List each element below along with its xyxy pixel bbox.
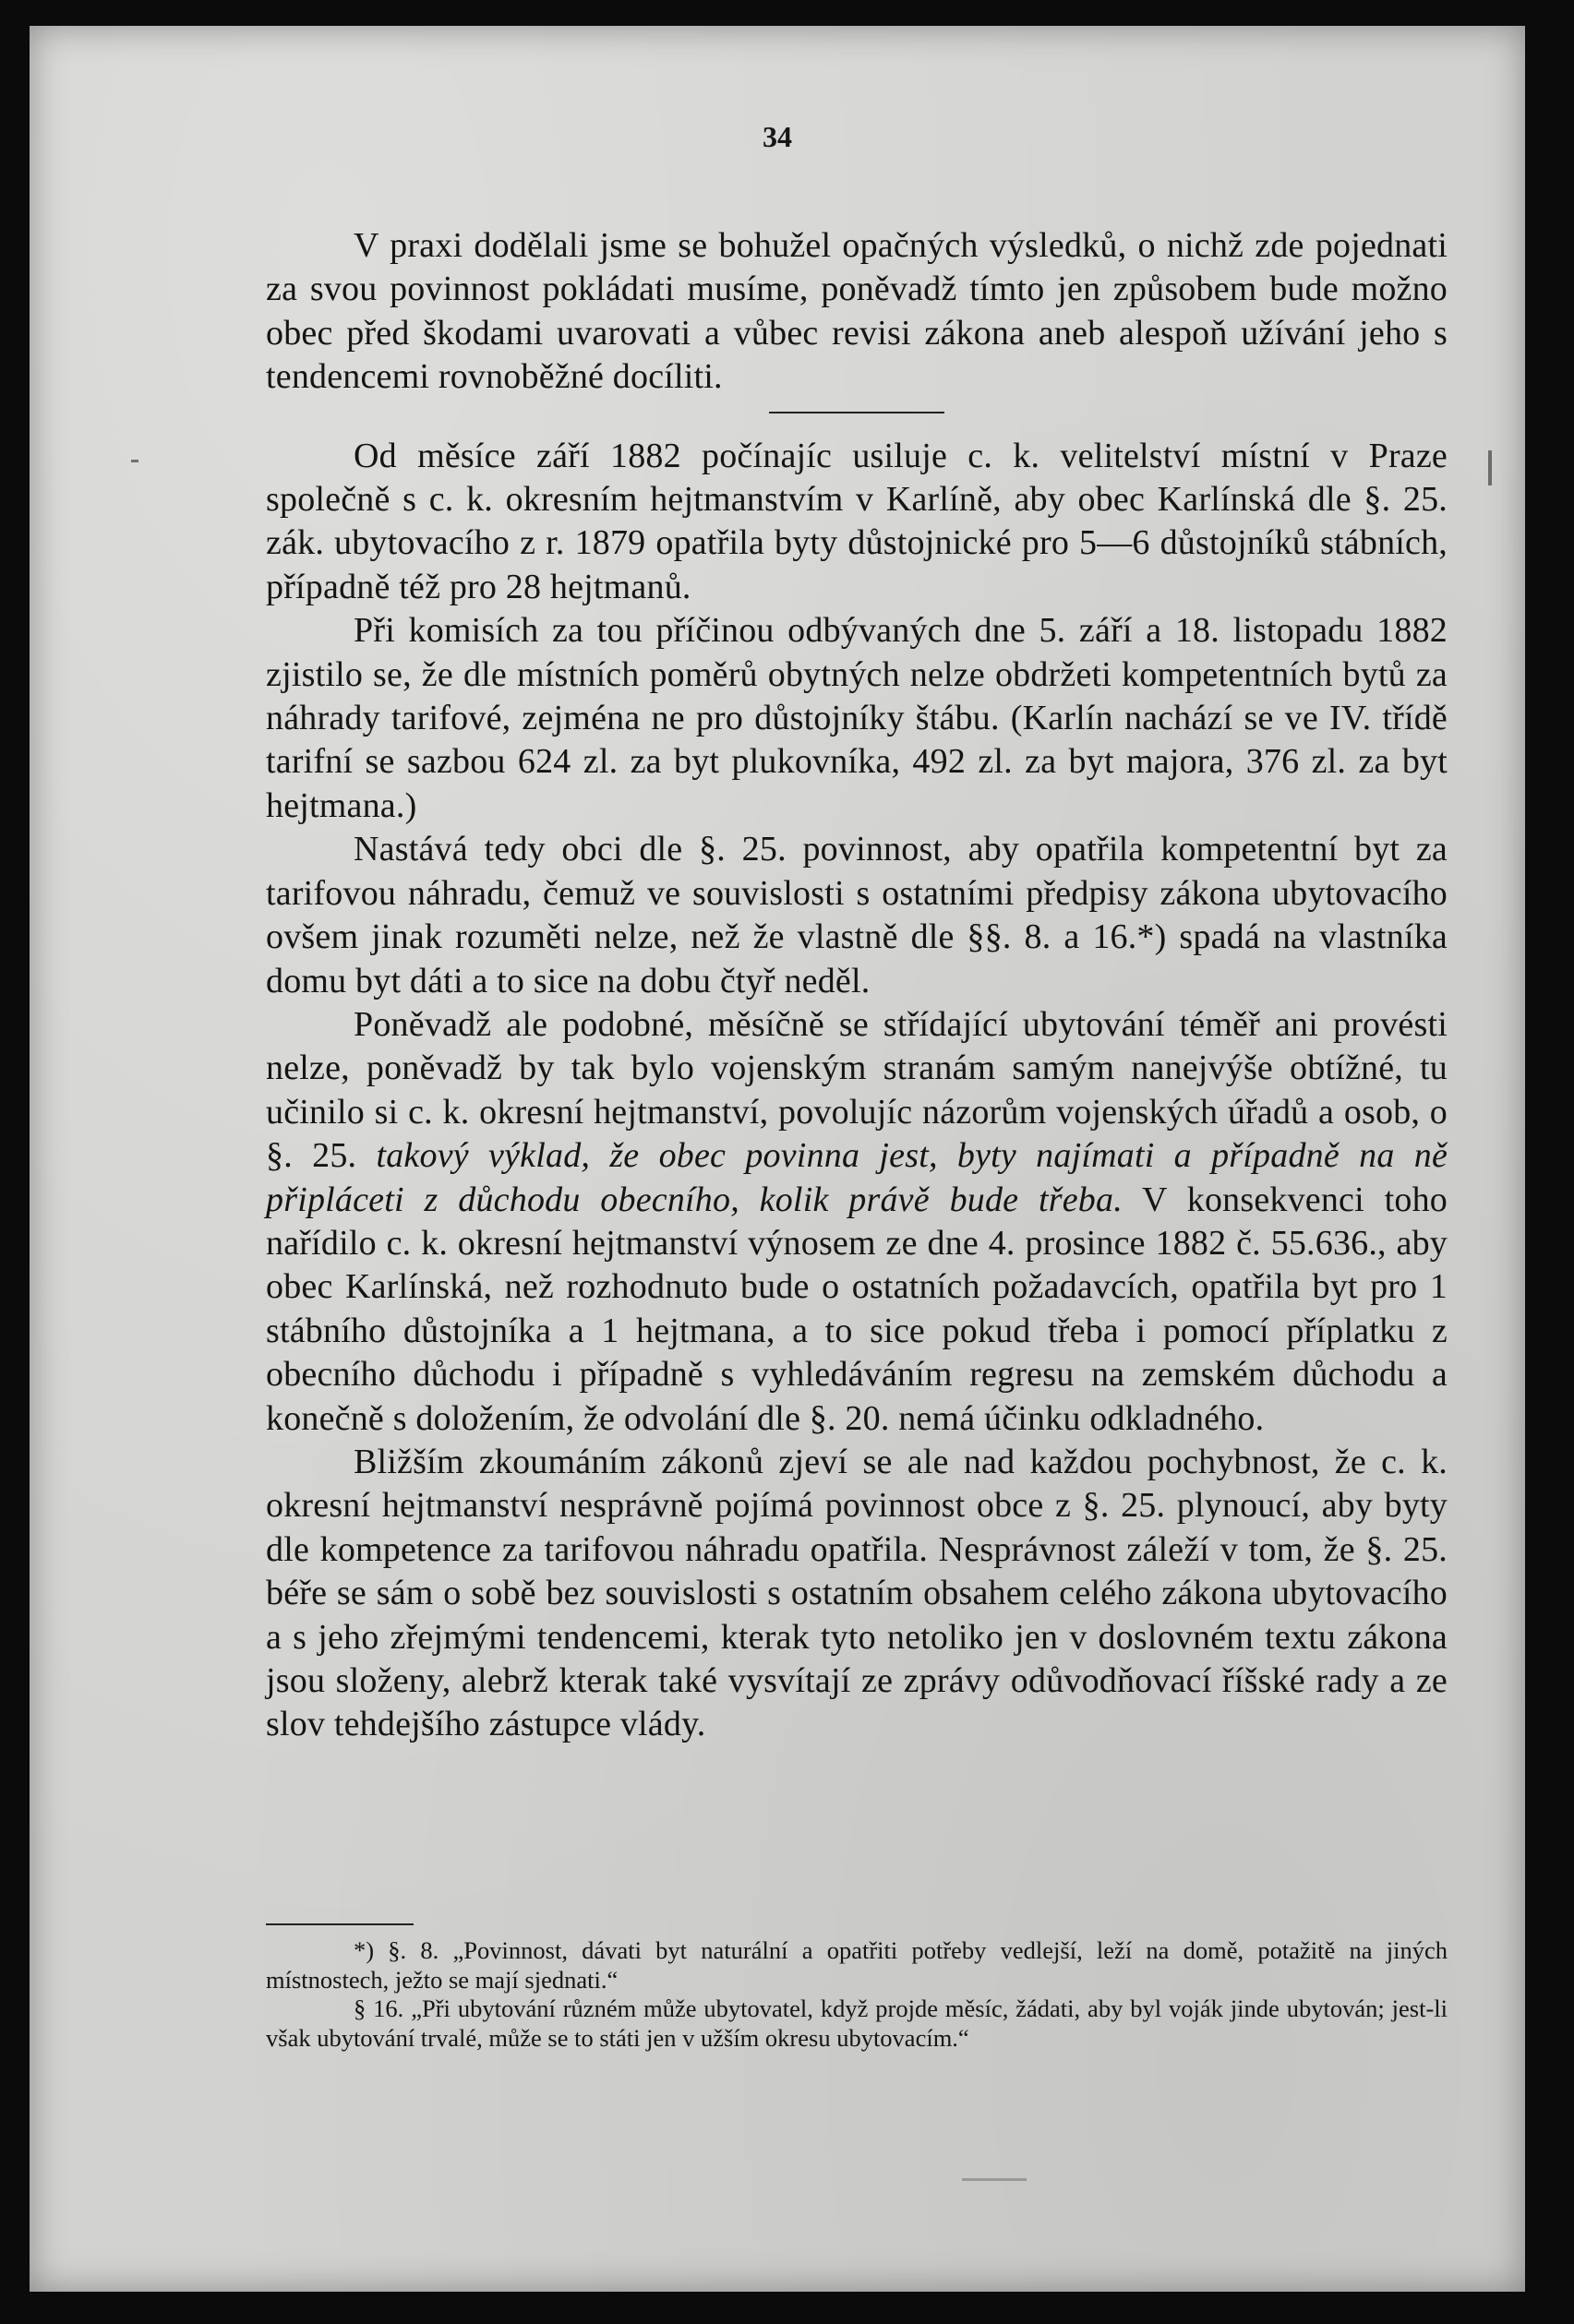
footnotes (266, 1936, 1448, 2053)
scan-speck (131, 460, 138, 462)
paragraph-3: Při komisích za tou příčinou odbývaných dne 5. září a 18. listopadu 1882 zjistilo se, že dle místních poměrů obytných nelze obdržeti kompetentních bytů za náhrady tarifové, zejména ne pro důstojníky štábu. (Karlín nachází se ve IV. třídě tarifní se sazbou 624 zl. za byt plukovníka, 492 zl. za byt majora, 376 zl. za byt hejtmana.) (266, 611, 1448, 825)
paragraph-2: Od měsíce září 1882 počínajíc usiluje c. k. velitelství místní v Praze společně s c. k. okresním hejtmanstvím v Karlíně, aby obec Karlínská dle §. 25. zák. ubytovacího z r. 1879 opatřila byty důstojnické pro 5—6 důstojníků stábních, případně též pro 28 hejtmanů. (266, 436, 1448, 606)
scan-speck (962, 2178, 1027, 2181)
section-divider (769, 412, 944, 413)
paragraph-1: V praxi dodělali jsme se bohužel opačných výsledků, o nichž zde pojednati za svou povinnost pokládati musíme, poněvadž tímto jen způsobem bude možno obec před škodami uvarovati a vůbec revisi zákona aneb alespoň užívání jeho s tendencemi rovnoběžné docíliti. (266, 226, 1448, 397)
book-page (30, 26, 1525, 2292)
page-number: 34 (763, 120, 792, 153)
paragraph-6: Bližším zkoumáním zákonů zjeví se ale nad každou pochybnost, že c. k. okresní hejtmanství nesprávně pojímá povinnost obce z §. 25. plynoucí, aby byty dle kompetence za tarifovou náhradu opatřila. Nesprávnost záleží v tom, že §. 25. béře se sám o sobě bez souvislosti s ostatním obsahem celého zákona ubytovacího a s jeho zřejmými tendencemi, kterak tyto netoliko jen v doslovném textu zákona jsou složeny, alebrž kterak také vysvítají ze zprávy odůvodňovací říšské rady a ze slov tehdejšího zástupce vlády. (266, 1442, 1448, 1744)
paragraph-5-end: V konsekvenci toho nařídilo c. k. okresní hejtmanství výnosem ze dne 4. prosince 1882 č. 55.636., aby obec Karlínská, než rozhodnuto bude o ostatních požadavcích, opatřila byt pro 1 stábního důstojníka a 1 hejtmana, a to sice pokud třeba i pomocí příplatku z obecního důchodu i případně s vyhledáváním regresu na zemském důchodu a konečně s doložením, že odvolání dle §. 20. nemá účinku odkladného. (266, 1180, 1448, 1438)
footnote-1: *) §. 8. „Povinnost, dávati byt naturální a opatřiti potřeby vedlejší, leží na domě, potažitě na jiných místnostech, ježto se mají sjednati.“ (266, 1936, 1448, 1994)
paragraph-5-emphasis: takový výklad, že obec povinna jest, byty najímati a případně na ně připláceti z důchodu obecního, kolik právě bude třeba. (266, 1136, 1448, 1219)
footnote-divider (266, 1923, 414, 1925)
footnote-2: § 16. „Při ubytování různém může ubytovatel, když projde měsíc, žádati, aby byl voják jinde ubytován; jest-li však ubytování trvalé, může se to státi jen v užším okresu ubytovacím.“ (266, 1995, 1448, 2052)
paragraph-4: Nastává tedy obci dle §. 25. povinnost, aby opatřila kompetentní byt za tarifovou náhradu, čemuž ve souvislosti s ostatními předpisy zákona ubytovacího ovšem jinak rozuměti nelze, než že vlastně dle §§. 8. a 16.*) spadá na vlastníka domu byt dáti a to sice na dobu čtyř neděl. (266, 830, 1448, 1000)
paragraph-5 (266, 1003, 1448, 1441)
paragraph-5-start: Poněvadž ale podobné, měsíčně se střídající ubytování téměř ani provésti nelze, poněvadž by tak bylo vojenským stranám samým nanejvýše obtížné, tu učinilo si c. k. okresní hejtmanství, povolujíc názorům vojenských úřadů a osob, o §. 25. (266, 1004, 1448, 1176)
main-text (266, 224, 1448, 1747)
scan-speck (1488, 450, 1492, 485)
